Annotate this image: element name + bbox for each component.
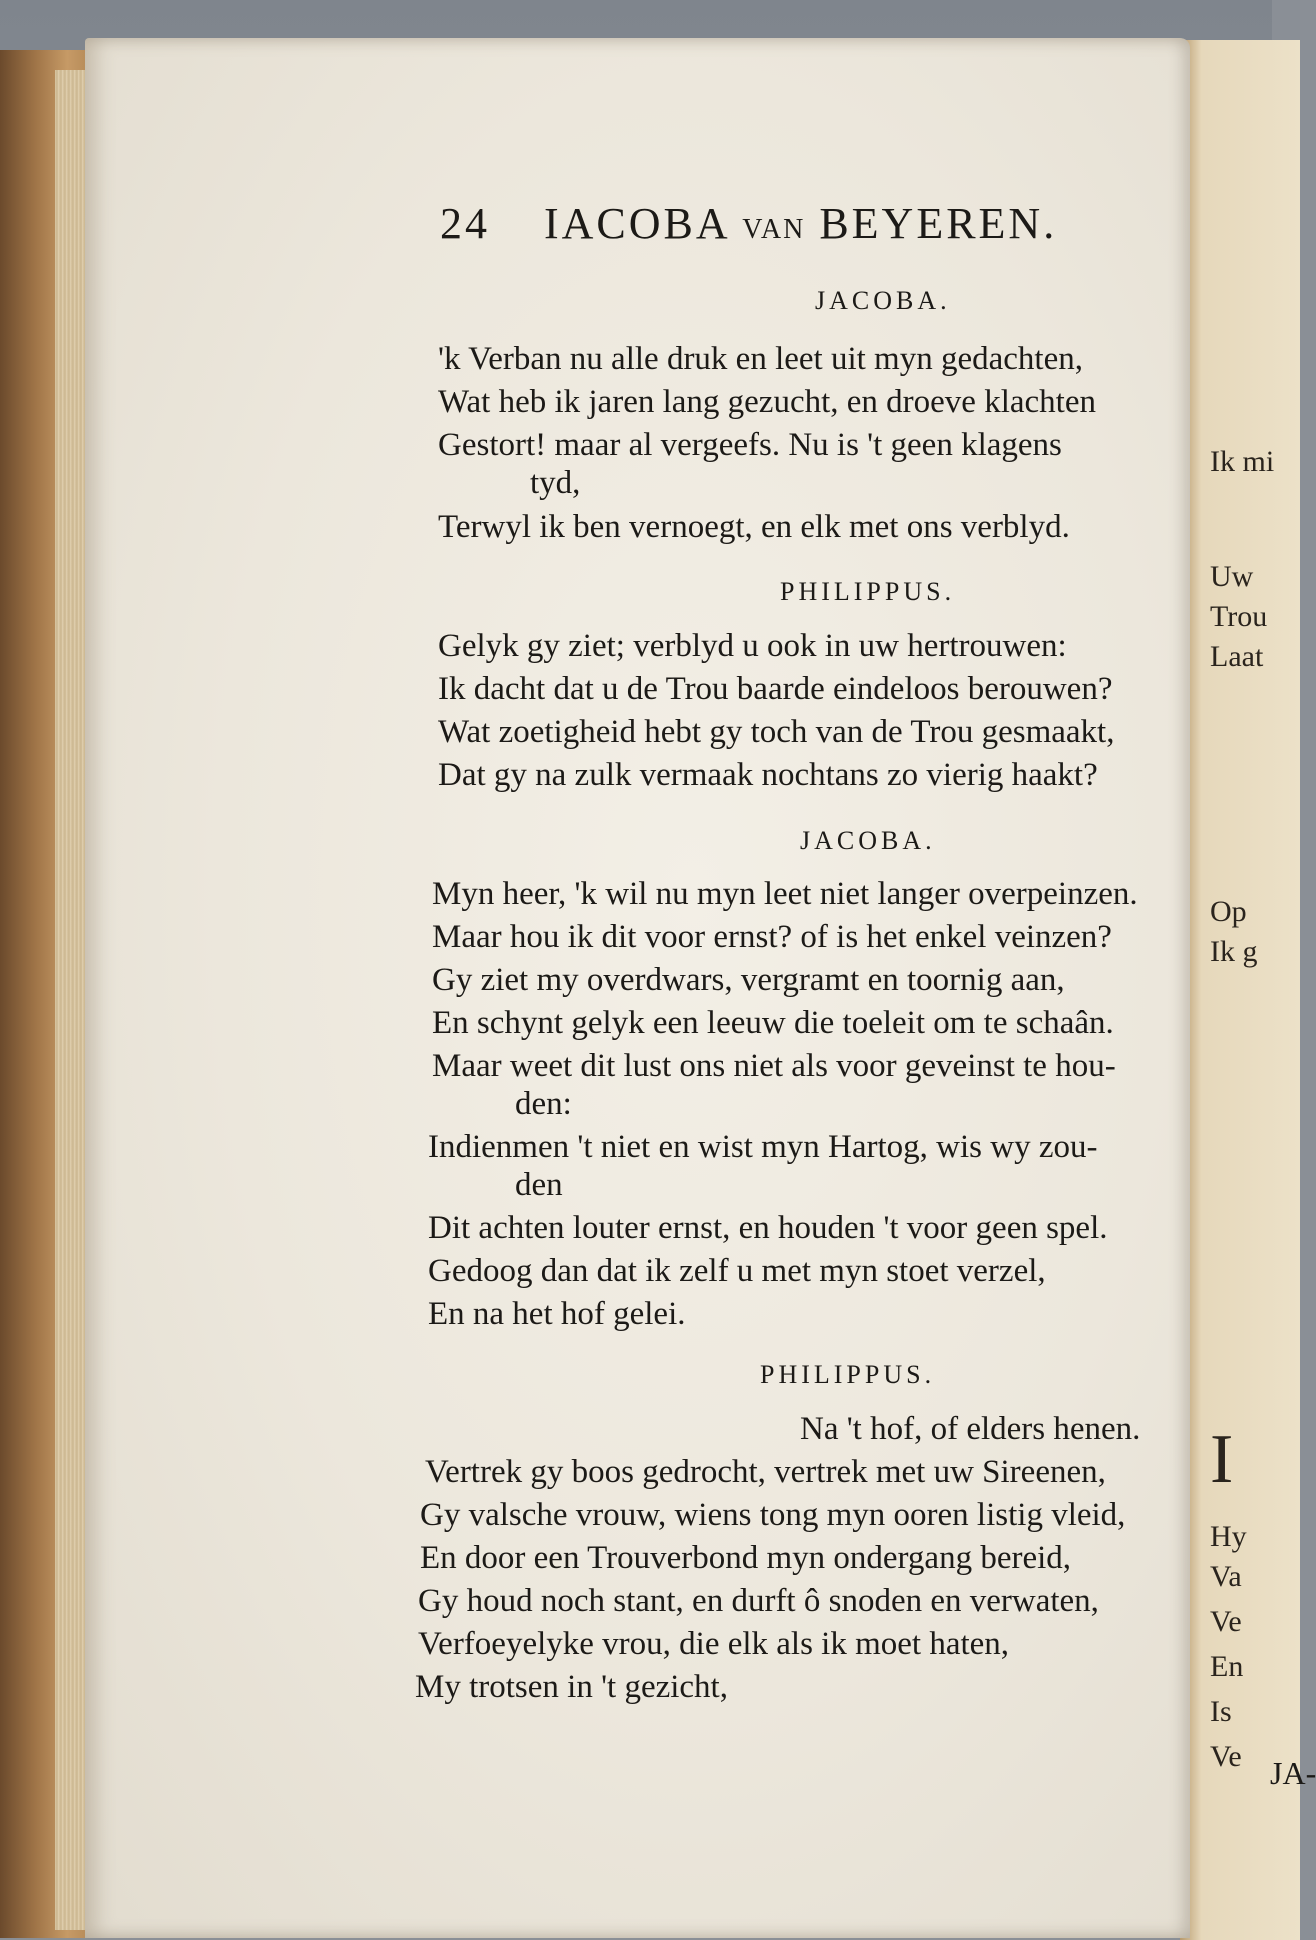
facing-fragment: Is: [1210, 1695, 1232, 1728]
verse-line: Gy valsche vrouw, wiens tong myn ooren listig vleid,: [420, 1497, 1126, 1533]
facing-page: [1180, 40, 1300, 1940]
verse-line: Gedoog dan dat ik zelf u met myn stoet verzel,: [428, 1253, 1046, 1289]
verse-line: Ik dacht dat u de Trou baarde eindeloos berouwen?: [438, 671, 1113, 707]
verse-line: Myn heer, 'k wil nu myn leet niet langer overpeinzen.: [432, 876, 1138, 912]
verse-line: tyd,: [530, 465, 581, 501]
catchword: JA-: [1270, 1755, 1316, 1791]
facing-fragment: Trou: [1210, 600, 1268, 633]
verse-line: Terwyl ik ben vernoegt, en elk met ons verblyd.: [438, 509, 1070, 545]
verse-line: Wat heb ik jaren lang gezucht, en droeve klachten: [438, 384, 1096, 420]
verse-line: 'k Verban nu alle druk en leet uit myn gedachten,: [438, 341, 1083, 377]
facing-fragment: Ve: [1210, 1740, 1242, 1773]
facing-fragment: Va: [1210, 1560, 1242, 1593]
verse-line: Maar weet dit lust ons niet als voor geveinst te hou-: [432, 1048, 1116, 1084]
facing-fragment: Hy: [1210, 1520, 1247, 1553]
speaker-name: PHILIPPUS.: [760, 1360, 936, 1389]
verse-line: Gelyk gy ziet; verblyd u ook in uw hertrouwen:: [438, 628, 1067, 664]
verse-line: Gy houd noch stant, en durft ô snoden en verwaten,: [418, 1583, 1099, 1619]
verse-line: En schynt gelyk een leeuw die toeleit om te schaân.: [432, 1005, 1114, 1041]
facing-fragment: Ik g: [1210, 935, 1258, 968]
verse-line: Indienmen 't niet en wist myn Hartog, wis wy zou-: [428, 1129, 1098, 1165]
verse-line: My trotsen in 't gezicht,: [415, 1669, 728, 1705]
title-part: BEYEREN.: [819, 199, 1058, 248]
facing-fragment: I: [1210, 1421, 1234, 1498]
verse-line: Na 't hof, of elders henen.: [800, 1411, 1141, 1447]
title-part: IACOBA: [544, 199, 729, 248]
facing-fragment: En: [1210, 1650, 1244, 1683]
verse-line: Gestort! maar al vergeefs. Nu is 't geen klagens: [438, 427, 1062, 463]
verse-line: Verfoeyelyke vrou, die elk als ik moet haten,: [418, 1626, 1010, 1662]
verse-line: Gy ziet my overdwars, vergramt en toornig aan,: [432, 962, 1065, 998]
page-number: 24: [440, 199, 490, 248]
verse-line: Wat zoetigheid hebt gy toch van de Trou gesmaakt,: [438, 714, 1115, 750]
facing-fragment: Ve: [1210, 1605, 1242, 1638]
verse-line: Maar hou ik dit voor ernst? of is het enkel veinzen?: [432, 919, 1112, 955]
running-head: [440, 198, 1057, 249]
facing-fragment: Ik mi: [1210, 445, 1275, 478]
speaker-name: PHILIPPUS.: [780, 577, 956, 606]
facing-fragment: Laat: [1210, 640, 1264, 673]
verse-line: En door een Trouverbond myn ondergang bereid,: [420, 1540, 1072, 1576]
verse-line: den: [515, 1167, 563, 1203]
facing-fragment: Op: [1210, 895, 1247, 928]
verse-line: En na het hof gelei.: [428, 1296, 686, 1332]
verse-line: Dit achten louter ernst, en houden 't voor geen spel.: [428, 1210, 1108, 1246]
facing-fragment: Uw: [1210, 560, 1254, 593]
verse-line: Dat gy na zulk vermaak nochtans zo vierig haakt?: [438, 757, 1098, 793]
speaker-name: JACOBA.: [800, 826, 936, 855]
verse-line: Vertrek gy boos gedrocht, vertrek met uw Sireenen,: [425, 1454, 1106, 1490]
verse-line: den:: [515, 1086, 572, 1122]
speaker-name: JACOBA.: [815, 286, 951, 315]
title-part: VAN: [742, 214, 806, 245]
